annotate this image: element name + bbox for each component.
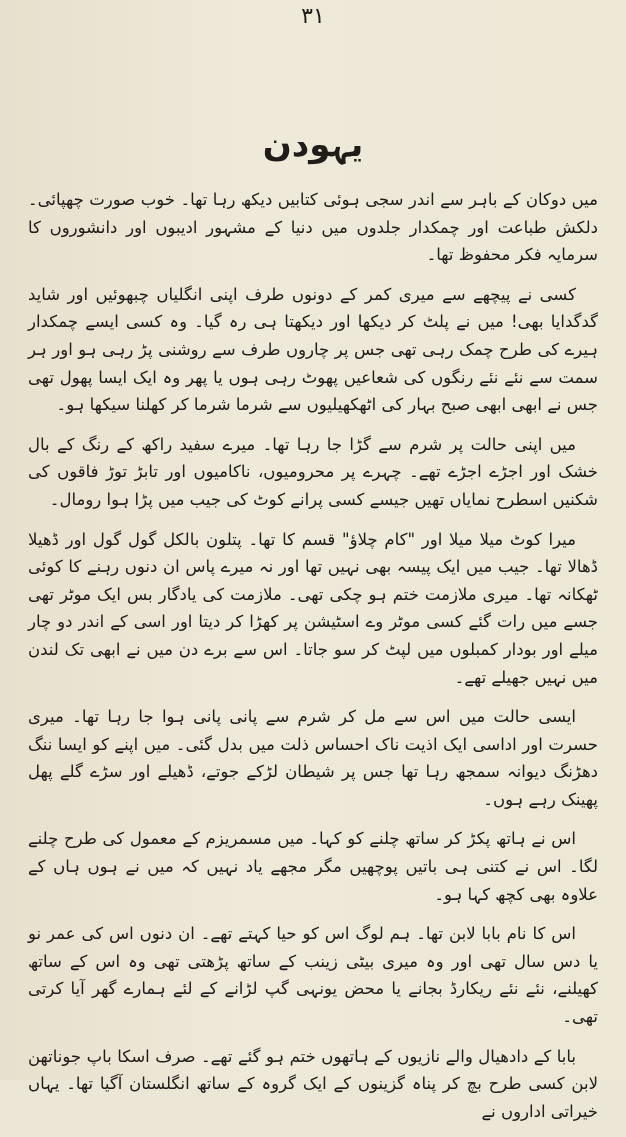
page-number: ۳۱ — [301, 4, 325, 29]
paragraph: بابا کے دادھیال والے نازیوں کے ہاتھوں ختم ہو گئے تھے۔ صرف اسکا باپ جوناتھن لابن کسی طرح بچ کر پناہ گزینوں کے ایک گروہ کے ساتھ انگلستان آگیا تھا۔ یہاں خیراتی اداروں نے — [28, 1046, 598, 1121]
paragraph: اس نے ہاتھ پکڑ کر ساتھ چلنے کو کہا۔ میں مسمریزم کے معمول کی طرح چلنے لگا۔ اس نے کتنی ہی باتیں پوچھیں مگر مجھے یاد نہیں کہ میں نے ہوں ہاں کے علاوہ بھی کچھ کہا ہو۔ — [28, 829, 598, 904]
paragraph: کسی نے پیچھے سے میری کمر کے دونوں طرف اپنی انگلیاں چبھوئیں اور شاید گدگدایا بھی! میں نے پلٹ کر دیکھا اور دیکھتا ہی رہ گیا۔ وہ کسی ایسے چمکدار ہیرے کی طرح چمک رہی تھی جس پر چاروں طرف سے روشنی پڑ رہی ہو اور ہر سمت سے نئے نئے رنگوں کی شعاعیں پھوٹ رہی ہوں یا پھر وہ ایک ایسا پھول تھی جس نے ابھی ابھی صبح بہار کی اٹھکھیلیوں سے شرما شرما کر کھلنا سیکھا ہو۔ — [28, 284, 598, 415]
paragraph: میرا کوٹ میلا میلا اور "کام چلاؤ" قسم کا تھا۔ پتلون بالکل گول گول اور ڈھیلا ڈھالا تھا۔ جیب میں ایک پیسہ بھی نہیں تھا اور نہ میرے پاس ان دنوں رہنے کا کوئی ٹھکانہ تھا۔ میری ملازمت ختم ہو چکی تھی۔ ملازمت کی یادگار بس ایک موٹر تھی جسے میں رات گئے کسی موٹر وے اسٹیشن پر کھڑا کر دیتا اور اسی کے اندر دو چار میلے اور بودار کمبلوں میں لپٹ کر سو جاتا۔ اس سے برے دن میں نے ابھی تک لندن میں نہیں جھیلے تھے۔ — [28, 529, 598, 687]
paragraph: میں اپنی حالت پر شرم سے گڑا جا رہا تھا۔ میرے سفید راکھ کے رنگ کے بال خشک اور اجڑے اجڑے تھے۔ چہرے پر محرومیوں، ناکامیوں اور تابڑ توڑ فاقوں کی شکنیں اسطرح نمایاں تھیں جیسے کسی پرانے کوٹ کی جیب میں پڑا ہوا رومال۔ — [28, 434, 598, 509]
paragraph: ایسی حالت میں اس سے مل کر شرم سے پانی پانی ہوا جا رہا تھا۔ میری حسرت اور اداسی ایک اذیت ناک احساس ذلت میں بدل گئی۔ میں اپنے کو ایسا ننگ دھڑنگ دیوانہ سمجھ رہا تھا جس پر شیطان لڑکے جوتے، ڈھیلے اور سڑے گلے پھل پھینک رہے ہوں۔ — [28, 707, 598, 809]
chapter-title: یہودن — [262, 125, 364, 165]
paragraph: اس کا نام بابا لابن تھا۔ ہم لوگ اس کو حیا کہتے تھے۔ ان دنوں اس کی عمر نو یا دس سال تھی اور وہ میری بیٹی زینب کے ساتھ پڑھتی تھی وہ اس کے ساتھ کھیلنے، نئے نئے ریکارڈ بجانے یا محض یونہی گپ لڑانے کے لئے ہمارے گھر آیا کرتی تھی۔ — [28, 924, 598, 1027]
paragraph: میں دوکان کے باہر سے اندر سجی ہوئی کتابیں دیکھ رہا تھا۔ خوب صورت چھپائی۔ دلکش طباعت اور چمکدار جلدوں میں دنیا کے مشہور ادیبوں اور دانشوروں کا سرمایہ فکر محفوظ تھا۔ — [28, 190, 598, 265]
body-text — [28, 186, 598, 1137]
